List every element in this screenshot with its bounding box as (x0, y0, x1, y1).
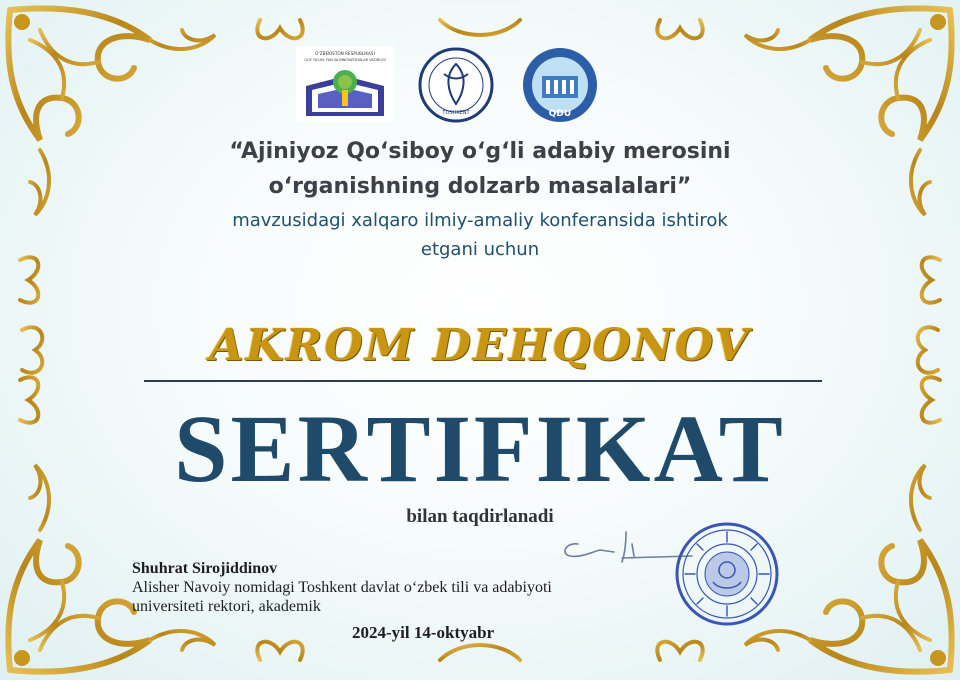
logos-row (0, 46, 960, 124)
ministry-logo-text-2: OLIY TA’LIM, FAN VA INNOVATSIYALAR VAZIRLIGI (304, 58, 386, 62)
tsuull-logo (414, 46, 498, 124)
signer-name: Shuhrat Sirojiddinov (132, 560, 278, 577)
certificate-heading: SERTIFIKAT (174, 395, 786, 502)
ministry-logo (296, 46, 394, 122)
signer-position-line-1: Alisher Navoiy nomidagi Toshkent davlat o‘zbek tili va adabiyoti (132, 579, 552, 596)
qdu-logo (520, 46, 600, 124)
conference-title (0, 134, 960, 204)
subtitle-line-2: etgani uchun (420, 239, 540, 260)
ministry-logo-text-1: O‘ZBEKISTON RESPUBLIKASI (315, 51, 375, 56)
name-underline (144, 380, 822, 382)
signer-position-line-2: universiteti rektori, akademik (132, 598, 321, 615)
recipient-name: AKROM DEHQONOV (209, 320, 751, 371)
official-stamp (673, 520, 781, 628)
tsuull-logo-text: TOSHKENT (442, 110, 470, 116)
title-line-2: o‘rganishning dolzarb masalalari” (268, 174, 692, 199)
participation-text (0, 206, 960, 264)
subtitle-line-1: mavzusidagi xalqaro ilmiy-amaliy konferansida ishtirok (232, 210, 728, 231)
award-text: bilan taqdirlanadi (406, 506, 554, 527)
title-line-1: “Ajiniyoz Qo‘siboy o‘g‘li adabiy merosini (229, 139, 731, 164)
issue-date: 2024-yil 14-oktyabr (352, 623, 495, 642)
qdu-logo-text: QDU (548, 109, 572, 119)
